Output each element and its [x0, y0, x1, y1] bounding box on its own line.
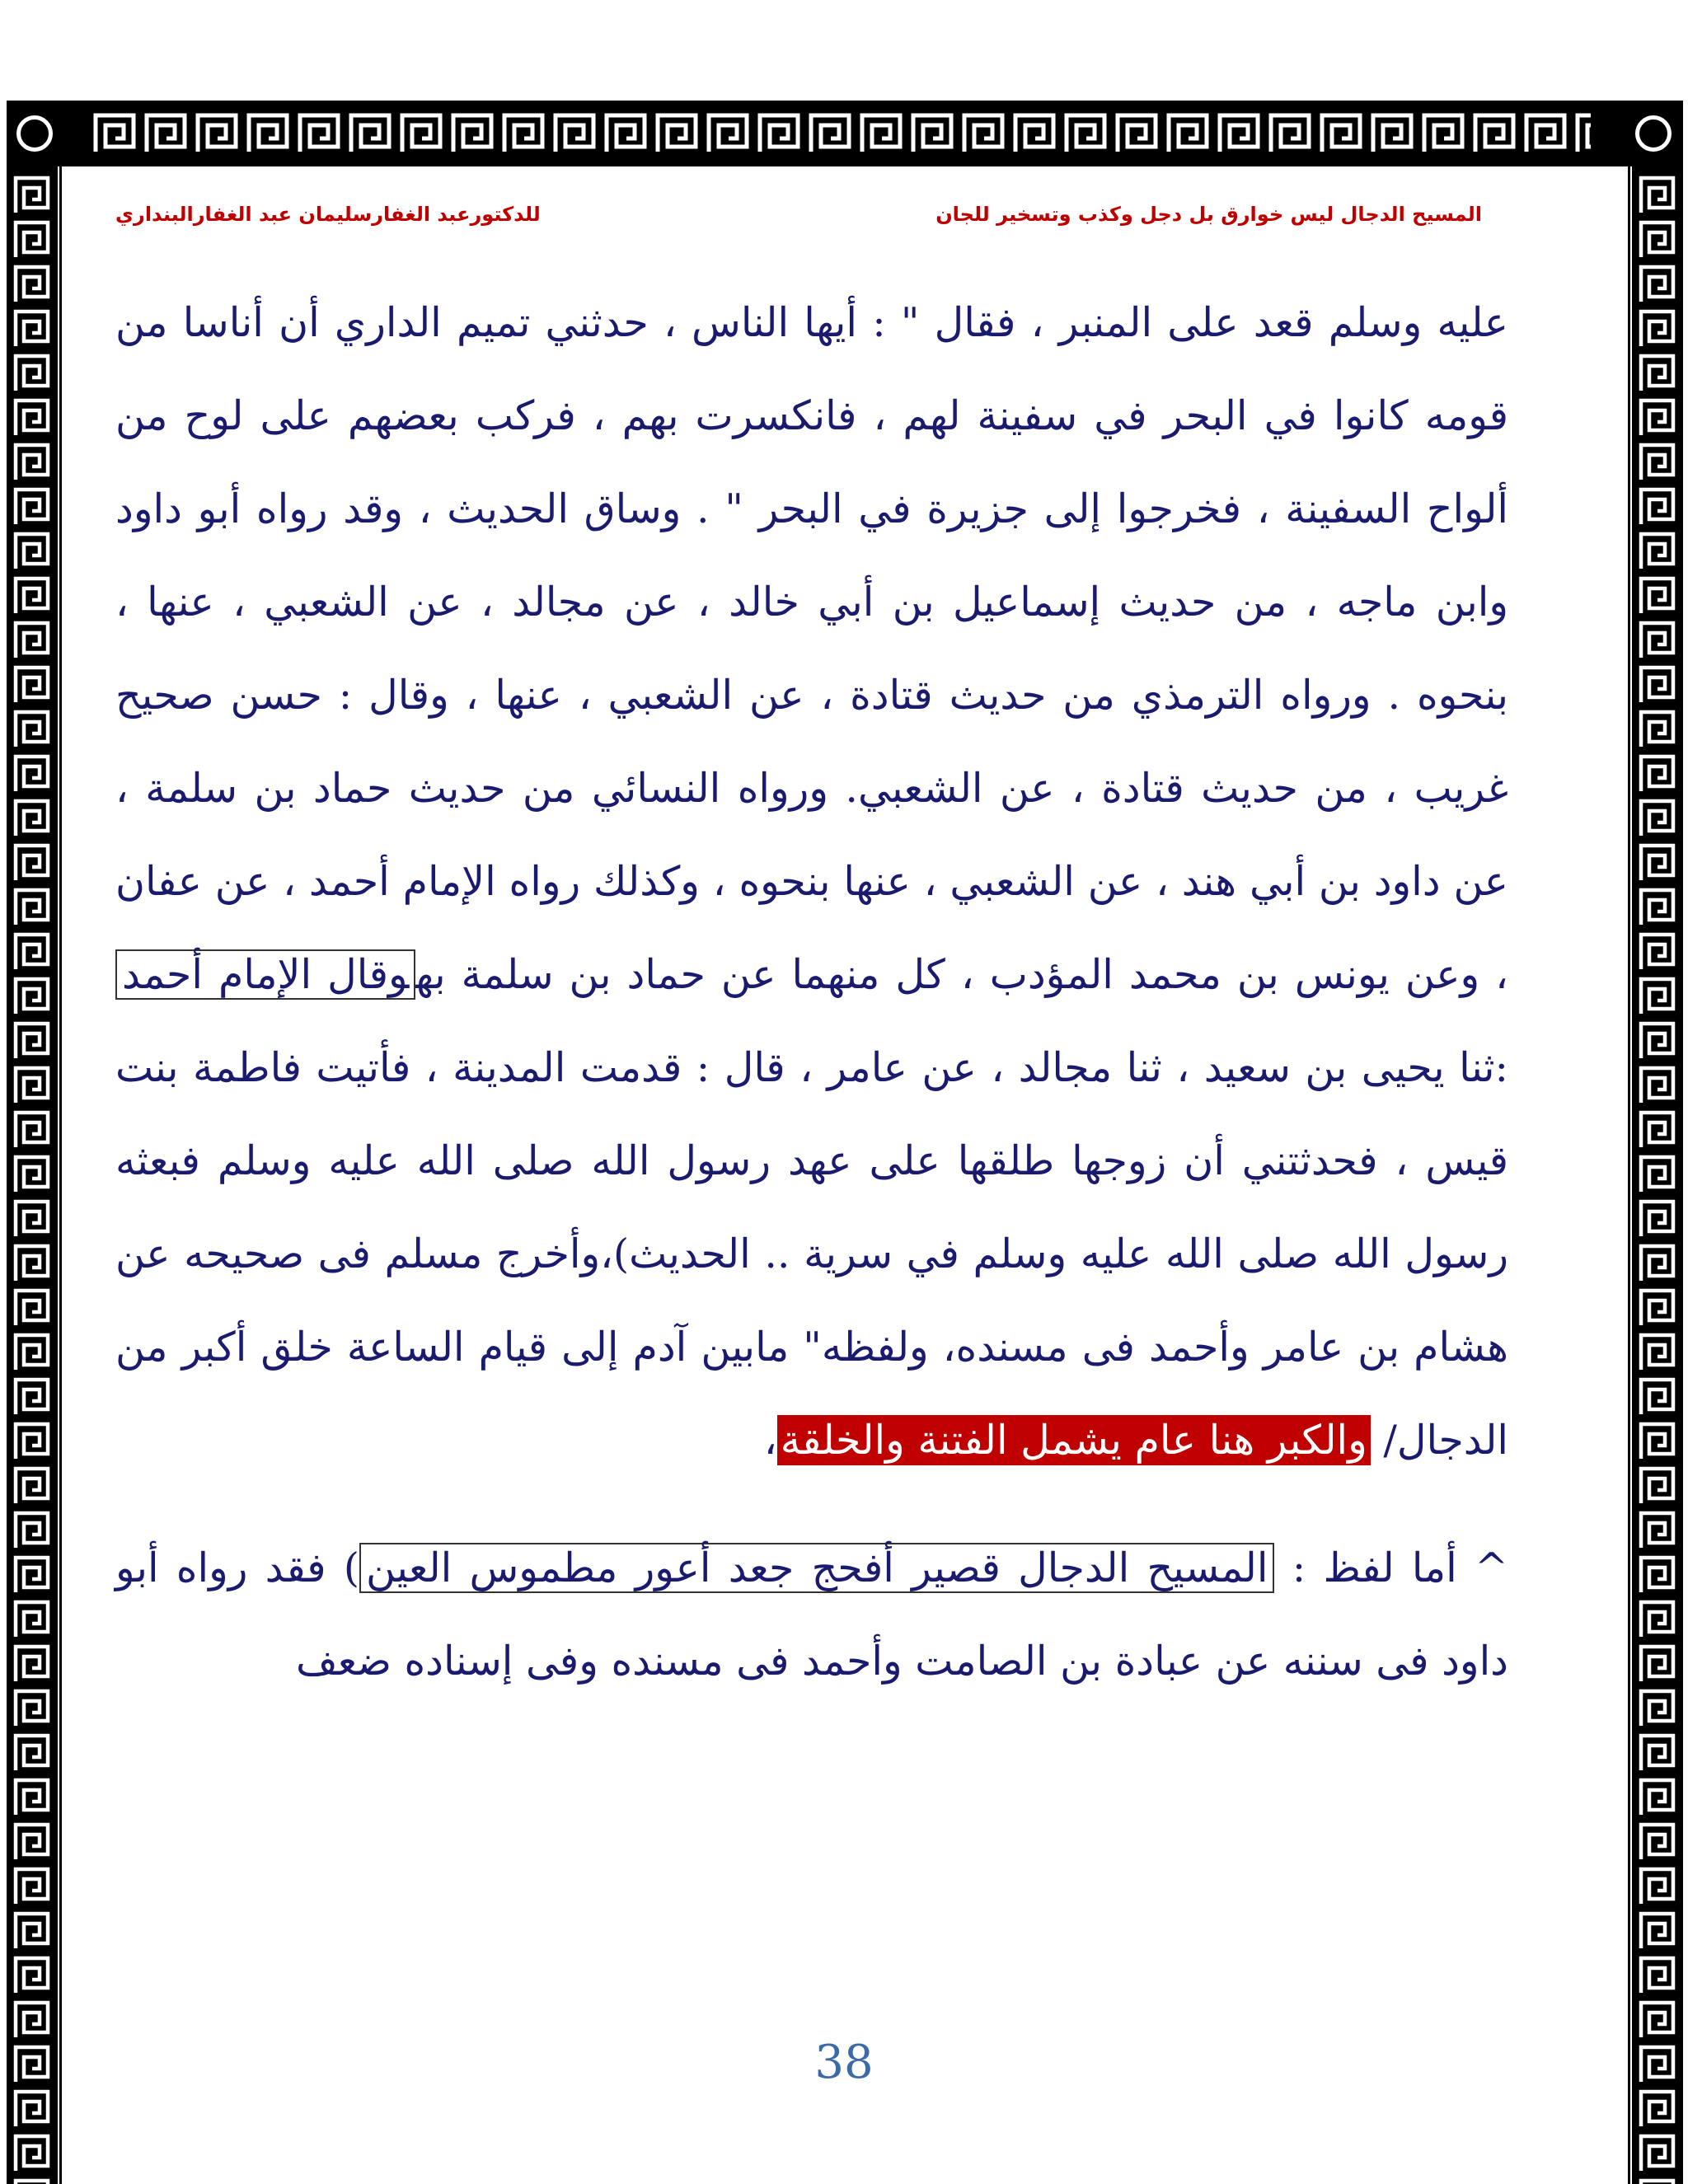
corner-ornament-left [16, 115, 53, 152]
greek-key-pattern-right [1637, 173, 1678, 2184]
paragraph-text: :ثنا يحيى بن سعيد ، ثنا مجالد ، عن عامر ، قال : قدمت المدينة ، فأتيت فاطمة بنت قيس ، فحدثتني أن زوجها طلقها على عهد رسول الله صلى الله عليه وسلم فبعثه رسول الله صلى الله عليه وسلم في سرية .. الحديث)،وأخرج مسلم فى صحيحه عن هشام بن عامر وأحمد فى مسنده، ولفظه" مابين آدم إلى قيام الساعة خلق أكبر من الدجال/ [115, 1044, 1508, 1464]
greek-key-pattern-left [12, 173, 53, 2184]
boxed-quote-dajjal: المسيح الدجال قصير أفحج جعد أعور مطموس العين [359, 1543, 1274, 1593]
paragraph-text: ، [763, 1417, 777, 1464]
page-number: 38 [814, 2036, 874, 2089]
corner-ornament-right [1635, 115, 1672, 152]
paragraph-hadith [115, 276, 1508, 1487]
paragraph-text: ^ أما لفظ : [1274, 1544, 1509, 1591]
paragraph-text: عليه وسلم قعد على المنبر ، فقال " : أيها الناس ، حدثني تميم الداري أن أناسا من قومه كانوا في البحر في سفينة لهم ، فانكسرت بهم ، فركب بعضهم على لوح من ألواح السفينة ، فخرجوا إلى جزيرة في البحر " . وساق الحديث ، وقد رواه أبو داود وابن ماجه ، من حديث إسماعيل بن أبي خالد ، عن مجالد ، عن الشعبي ، عنها ، بنحوه . ورواه الترمذي من حديث قتادة ، عن الشعبي ، عنها ، وقال : حسن صحيح غريب ، من حديث قتادة ، عن الشعبي. ورواه النسائي من حديث حماد بن سلمة ، عن داود بن أبي هند ، عن الشعبي ، عنها بنحوه ، وكذلك رواه الإمام أحمد ، عن عفان ، وعن يونس بن محمد المؤدب ، كل منهما عن حماد بن سلمة به [115, 299, 1509, 998]
header-book-title: المسيح الدجال ليس خوارق بل دجل وكذب وتسخير للجان [935, 203, 1482, 226]
paragraph-dajjal-description [115, 1521, 1508, 1708]
header-author: للدكتورعبد الغفارسليمان عبد الغفارالبنداري [115, 203, 541, 226]
greek-key-pattern-top [91, 109, 1591, 158]
page-body [115, 276, 1508, 1708]
paragraph-text: ) فقد رواه أبو داود فى سننه عن عبادة بن الصامت وأحمد فى مسنده وفى إسناده ضعف [115, 1544, 1508, 1685]
highlighted-note: والكبر هنا عام يشمل الفتنة والخلقة [777, 1415, 1371, 1465]
boxed-quote-imam-ahmad: وقال الإمام أحمد [115, 949, 415, 1000]
